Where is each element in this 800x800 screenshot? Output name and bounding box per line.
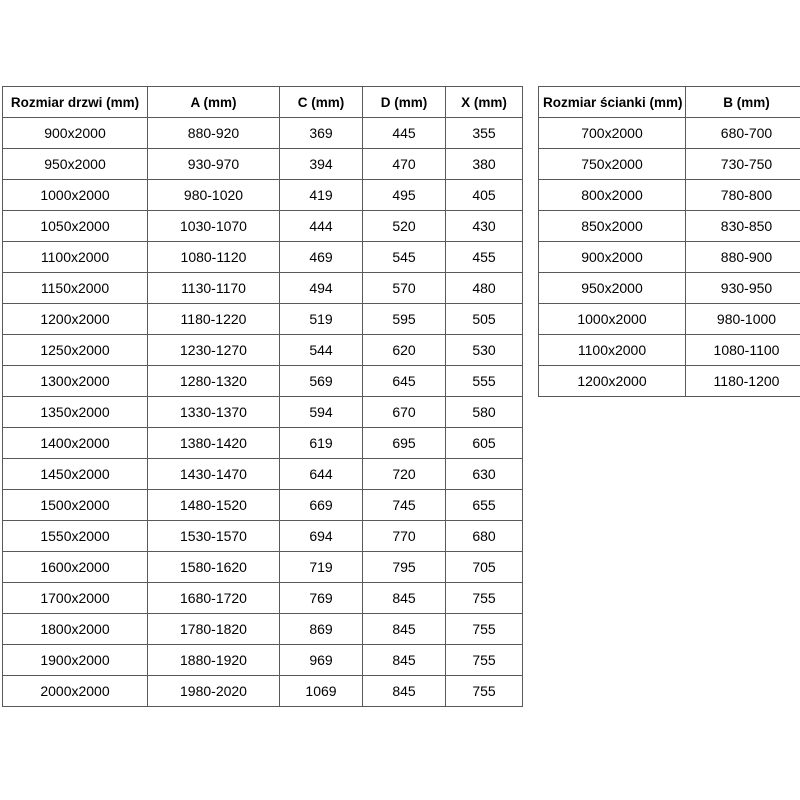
table-cell: 380: [446, 149, 523, 180]
table-cell: 950x2000: [3, 149, 148, 180]
table-row: [3, 676, 523, 707]
table-cell: 850x2000: [539, 211, 686, 242]
column-header: X (mm): [446, 87, 523, 118]
column-header: A (mm): [148, 87, 280, 118]
door-dimensions-table: [2, 86, 523, 707]
table-row: [3, 552, 523, 583]
table-cell: 1200x2000: [539, 366, 686, 397]
table-cell: 1100x2000: [3, 242, 148, 273]
table-cell: 780-800: [686, 180, 800, 211]
table-cell: 950x2000: [539, 273, 686, 304]
table-cell: 570: [363, 273, 446, 304]
table-row: [3, 459, 523, 490]
table-cell: 755: [446, 583, 523, 614]
table-row: [3, 242, 523, 273]
table-cell: 745: [363, 490, 446, 521]
column-header: D (mm): [363, 87, 446, 118]
table-cell: 680: [446, 521, 523, 552]
table-cell: 700x2000: [539, 118, 686, 149]
table-cell: 644: [280, 459, 363, 490]
table-cell: 1280-1320: [148, 366, 280, 397]
table-cell: 605: [446, 428, 523, 459]
column-header: Rozmiar ścianki (mm): [539, 87, 686, 118]
table-row: [3, 118, 523, 149]
table-row: [539, 180, 800, 211]
table-cell: 720: [363, 459, 446, 490]
table-row: [3, 428, 523, 459]
table-cell: 1600x2000: [3, 552, 148, 583]
table-cell: 795: [363, 552, 446, 583]
table-cell: 645: [363, 366, 446, 397]
table-cell: 869: [280, 614, 363, 645]
table-row: [3, 211, 523, 242]
table-cell: 1400x2000: [3, 428, 148, 459]
table-cell: 880-920: [148, 118, 280, 149]
table-cell: 1100x2000: [539, 335, 686, 366]
table-row: [539, 335, 800, 366]
table-cell: 930-950: [686, 273, 800, 304]
table-cell: 669: [280, 490, 363, 521]
table-cell: 544: [280, 335, 363, 366]
table-cell: 1500x2000: [3, 490, 148, 521]
table-cell: 1530-1570: [148, 521, 280, 552]
door-table-header-row: [3, 87, 523, 118]
table-cell: 755: [446, 676, 523, 707]
table-cell: 755: [446, 614, 523, 645]
table-cell: 1330-1370: [148, 397, 280, 428]
table-cell: 1550x2000: [3, 521, 148, 552]
table-cell: 1350x2000: [3, 397, 148, 428]
table-cell: 494: [280, 273, 363, 304]
table-cell: 1980-2020: [148, 676, 280, 707]
table-cell: 1230-1270: [148, 335, 280, 366]
table-cell: 519: [280, 304, 363, 335]
table-cell: 830-850: [686, 211, 800, 242]
table-row: [539, 366, 800, 397]
table-cell: 495: [363, 180, 446, 211]
table-row: [539, 118, 800, 149]
table-cell: 1580-1620: [148, 552, 280, 583]
table-cell: 405: [446, 180, 523, 211]
table-cell: 1480-1520: [148, 490, 280, 521]
table-cell: 419: [280, 180, 363, 211]
table-cell: 1680-1720: [148, 583, 280, 614]
table-cell: 1180-1220: [148, 304, 280, 335]
table-cell: 444: [280, 211, 363, 242]
table-cell: 730-750: [686, 149, 800, 180]
table-cell: 1080-1120: [148, 242, 280, 273]
table-row: [3, 273, 523, 304]
table-row: [3, 335, 523, 366]
table-row: [3, 645, 523, 676]
table-row: [3, 366, 523, 397]
table-cell: 680-700: [686, 118, 800, 149]
table-row: [3, 614, 523, 645]
table-cell: 620: [363, 335, 446, 366]
table-cell: 655: [446, 490, 523, 521]
table-cell: 480: [446, 273, 523, 304]
column-header: Rozmiar drzwi (mm): [3, 87, 148, 118]
table-cell: 750x2000: [539, 149, 686, 180]
table-cell: 2000x2000: [3, 676, 148, 707]
table-cell: 694: [280, 521, 363, 552]
table-cell: 594: [280, 397, 363, 428]
table-cell: 670: [363, 397, 446, 428]
table-cell: 469: [280, 242, 363, 273]
table-cell: 1380-1420: [148, 428, 280, 459]
table-row: [3, 149, 523, 180]
table-cell: 969: [280, 645, 363, 676]
table-row: [3, 304, 523, 335]
table-cell: 1200x2000: [3, 304, 148, 335]
table-cell: 1700x2000: [3, 583, 148, 614]
table-cell: 845: [363, 583, 446, 614]
table-cell: 980-1020: [148, 180, 280, 211]
table-cell: 1780-1820: [148, 614, 280, 645]
table-cell: 470: [363, 149, 446, 180]
table-cell: 1180-1200: [686, 366, 800, 397]
table-cell: 1250x2000: [3, 335, 148, 366]
table-row: [539, 149, 800, 180]
table-cell: 930-970: [148, 149, 280, 180]
table-cell: 1030-1070: [148, 211, 280, 242]
table-cell: 980-1000: [686, 304, 800, 335]
table-cell: 630: [446, 459, 523, 490]
table-cell: 900x2000: [3, 118, 148, 149]
wall-dimensions-table: [538, 86, 800, 397]
table-cell: 569: [280, 366, 363, 397]
table-cell: 595: [363, 304, 446, 335]
table-cell: 695: [363, 428, 446, 459]
table-row: [539, 211, 800, 242]
table-cell: 770: [363, 521, 446, 552]
table-cell: 430: [446, 211, 523, 242]
table-cell: 355: [446, 118, 523, 149]
table-cell: 1800x2000: [3, 614, 148, 645]
table-cell: 1880-1920: [148, 645, 280, 676]
table-row: [539, 273, 800, 304]
table-cell: 880-900: [686, 242, 800, 273]
table-row: [3, 397, 523, 428]
table-cell: 1080-1100: [686, 335, 800, 366]
table-row: [3, 583, 523, 614]
column-header: C (mm): [280, 87, 363, 118]
table-cell: 1000x2000: [539, 304, 686, 335]
table-cell: 580: [446, 397, 523, 428]
table-cell: 1050x2000: [3, 211, 148, 242]
table-cell: 455: [446, 242, 523, 273]
table-cell: 1300x2000: [3, 366, 148, 397]
column-header: B (mm): [686, 87, 800, 118]
table-cell: 1069: [280, 676, 363, 707]
table-cell: 619: [280, 428, 363, 459]
table-cell: 445: [363, 118, 446, 149]
table-cell: 800x2000: [539, 180, 686, 211]
table-cell: 845: [363, 614, 446, 645]
table-cell: 1000x2000: [3, 180, 148, 211]
table-cell: 755: [446, 645, 523, 676]
table-cell: 900x2000: [539, 242, 686, 273]
table-row: [539, 242, 800, 273]
table-cell: 520: [363, 211, 446, 242]
table-cell: 1150x2000: [3, 273, 148, 304]
table-cell: 845: [363, 676, 446, 707]
table-cell: 1430-1470: [148, 459, 280, 490]
table-row: [3, 180, 523, 211]
table-cell: 530: [446, 335, 523, 366]
table-cell: 1450x2000: [3, 459, 148, 490]
table-cell: 369: [280, 118, 363, 149]
wall-table-header-row: [539, 87, 800, 118]
table-cell: 1130-1170: [148, 273, 280, 304]
table-cell: 1900x2000: [3, 645, 148, 676]
table-cell: 505: [446, 304, 523, 335]
table-cell: 545: [363, 242, 446, 273]
table-cell: 555: [446, 366, 523, 397]
table-cell: 845: [363, 645, 446, 676]
table-cell: 769: [280, 583, 363, 614]
table-cell: 705: [446, 552, 523, 583]
table-cell: 394: [280, 149, 363, 180]
table-row: [3, 490, 523, 521]
table-row: [3, 521, 523, 552]
table-cell: 719: [280, 552, 363, 583]
table-row: [539, 304, 800, 335]
